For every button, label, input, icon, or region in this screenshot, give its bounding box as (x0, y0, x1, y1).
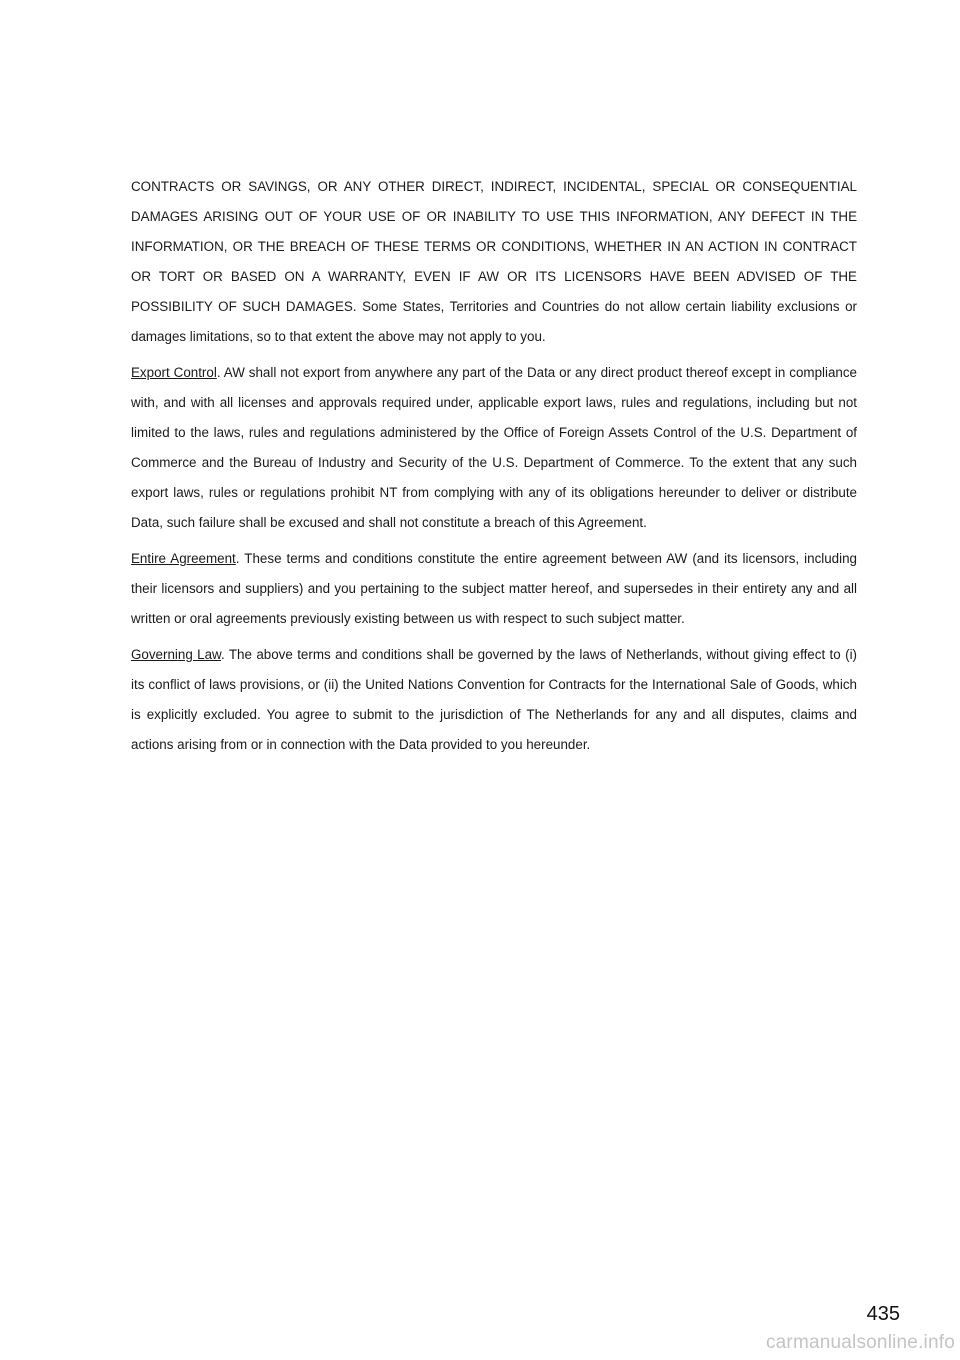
document-body (131, 172, 857, 766)
paragraph-text: AW shall not export from anywhere any part of the Data or any direct product thereof except in compliance with, and with all licenses and approvals required under, applicable export laws, rules and regulations, including but not limited to the laws, rules and regulations administered by the Office of Foreign Assets Control of the U.S. Department of Commerce and the Bureau of Industry and Security of the U.S. Department of Commerce. To the extent that any such export laws, rules or regulations prohibit NT from complying with any of its obligations hereunder to deliver or distribute Data, such failure shall be excused and shall not constitute a breach of this Agreement. (131, 365, 858, 530)
paragraph-text: CONTRACTS OR SAVINGS, OR ANY OTHER DIRECT, INDIRECT, INCIDENTAL, SPECIAL OR CONSEQUENTIAL DAMAGES ARISING OUT OF YOUR USE OF OR INABILITY TO USE THIS INFORMATION, ANY DEFECT IN THE INFORMATION, OR THE BREACH OF THESE TERMS OR CONDITIONS, WHETHER IN AN ACTION IN CONTRACT OR TORT OR BASED ON A WARRANTY, EVEN IF AW OR ITS LICENSORS HAVE BEEN ADVISED OF THE POSSIBILITY OF SUCH DAMAGES. Some States, Territories and Countries do not allow certain liability exclusions or damages limitations, so to that extent the above may not apply to you. (131, 179, 857, 344)
heading-punctuation: . (235, 551, 240, 566)
page-number: 435 (866, 1303, 900, 1325)
section-heading-governing-law: Governing Law (131, 647, 221, 662)
heading-punctuation: . (216, 365, 221, 380)
heading-punctuation: . (221, 647, 225, 662)
paragraph-export-control (131, 358, 857, 538)
section-heading-entire-agreement: Entire Agreement (131, 551, 236, 566)
paragraph-entire-agreement (131, 544, 857, 634)
paragraph-text: These terms and conditions constitute the entire agreement between AW (and its licensors, including their licensors and suppliers) and you pertaining to the subject matter hereof, and supersedes in their entirety any and all written or oral agreements previously existing between us with respect to such subject matter. (131, 551, 858, 626)
watermark-text: carmanualsonline.info (765, 1332, 955, 1353)
paragraph-text: The above terms and conditions shall be governed by the laws of Netherlands, without giving effect to (i) its conflict of laws provisions, or (ii) the United Nations Convention for Contracts for the International Sale of Goods, which is explicitly excluded. You agree to submit to the jurisdiction of The Netherlands for any and all disputes, claims and actions arising from or in connection with the Data provided to you hereunder. (131, 647, 858, 752)
paragraph-governing-law (131, 640, 857, 760)
section-heading-export-control: Export Control (131, 365, 217, 380)
paragraph-damages (131, 172, 857, 352)
